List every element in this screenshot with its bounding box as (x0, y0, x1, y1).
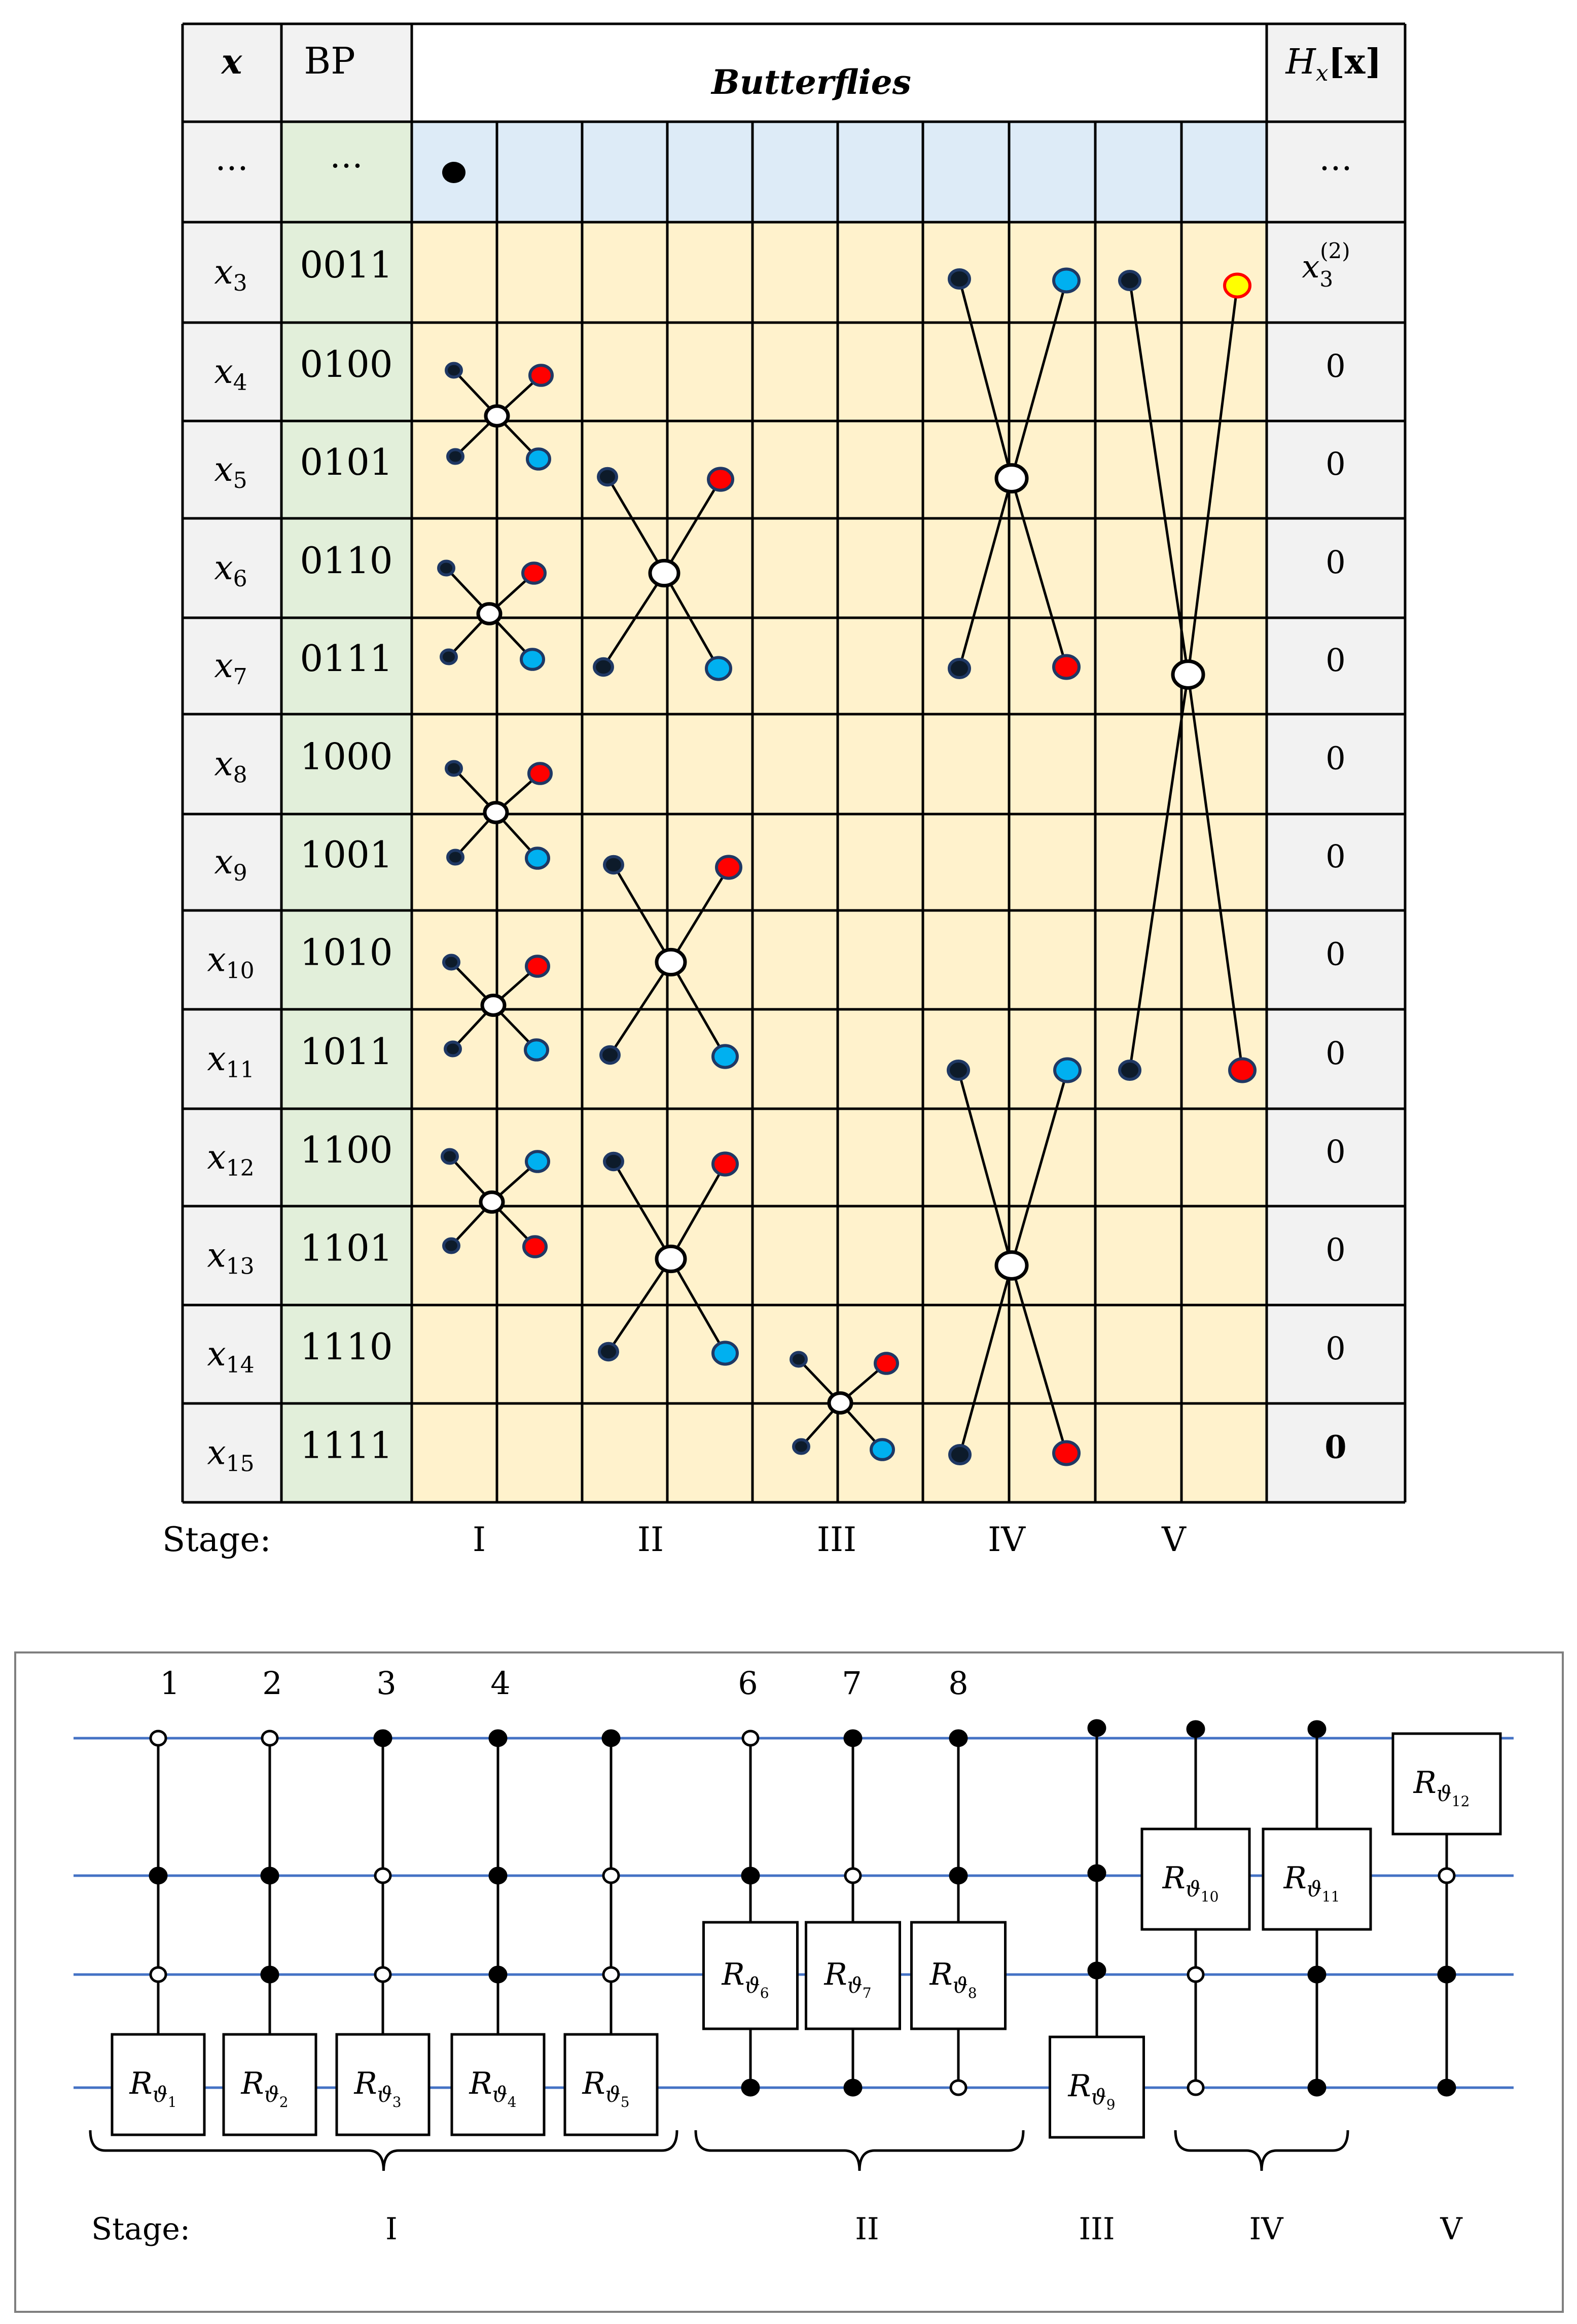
row-variable-sub: 7 (233, 664, 247, 690)
gate-label-main: R (722, 1957, 745, 1992)
control-filled (1188, 1721, 1204, 1737)
node-dark (601, 1047, 619, 1063)
row-hx-main: x (1302, 248, 1320, 285)
node-red (1054, 1442, 1079, 1465)
row-hx-sup: (2) (1320, 238, 1350, 263)
brace-stage-1 (90, 2130, 677, 2171)
butterfly-center (657, 1246, 685, 1271)
gate-label-sub: 12 (1451, 1793, 1470, 1810)
row-bp: 1001 (300, 833, 393, 876)
row-bp: 0110 (300, 539, 393, 582)
butterfly-center (657, 949, 685, 974)
node-red (524, 1237, 546, 1257)
gate-label-sub: 8 (967, 1985, 977, 2001)
control-filled (490, 1731, 506, 1746)
row-variable-main: x (207, 1433, 226, 1472)
node-dark (444, 956, 459, 969)
row-variable-sub: 3 (233, 270, 247, 296)
header-hx-main: H (1285, 42, 1316, 82)
butterfly-center (485, 803, 507, 823)
row-bp: 1011 (300, 1030, 393, 1073)
node-blue (1055, 1059, 1080, 1082)
row-bp: 1010 (300, 931, 393, 974)
butterfly-center (481, 1192, 503, 1212)
gate-label-sym: ϑ (1185, 1877, 1201, 1902)
node-red (523, 563, 545, 583)
row-variable-main: x (214, 450, 233, 489)
node-red (1230, 1059, 1255, 1082)
gate-r-theta-2 (224, 2034, 316, 2135)
node-red (529, 763, 551, 784)
row-hx: 0 (1325, 1035, 1346, 1072)
row-variable-sub: 13 (226, 1253, 255, 1280)
column-number-3: 3 (376, 1665, 397, 1702)
node-red (875, 1353, 898, 1374)
node-dark (604, 857, 623, 873)
node-blue (1054, 269, 1079, 292)
table-stage-4: IV (988, 1520, 1025, 1559)
butterfly-center (1173, 661, 1203, 688)
row-variable-main: x (214, 744, 233, 784)
circuit-stage-2: II (855, 2211, 879, 2247)
row-hx: 0 (1324, 1428, 1347, 1466)
brace-stage-4 (1175, 2130, 1348, 2171)
gate-r-theta-8 (912, 1922, 1006, 2029)
row-bp: 1100 (300, 1129, 393, 1171)
gate-label-sub: 6 (760, 1985, 769, 2001)
row-variable-sub: 10 (226, 958, 255, 984)
gate-label-sub: 3 (392, 2094, 402, 2110)
row-variable-sub: 15 (226, 1451, 255, 1477)
node-dark (446, 762, 461, 776)
row-variable-main: x (214, 352, 233, 391)
node-dark (448, 450, 463, 464)
table-stage-label: Stage: (162, 1520, 271, 1559)
node-blue (871, 1439, 893, 1460)
gate-label-sub: 4 (507, 2094, 517, 2110)
node-blue (713, 1342, 737, 1364)
row-variable-main: x (207, 1334, 226, 1374)
row-variable-main: x (207, 1138, 226, 1177)
gate-label-sym: ϑ (152, 2082, 168, 2107)
control-open (845, 1869, 861, 1883)
row-hx: 0 (1325, 740, 1346, 777)
row-variable-main: x (214, 253, 233, 292)
row-hx: 0 (1325, 445, 1346, 482)
butterfly-center (486, 406, 508, 426)
control-filled (1089, 1865, 1105, 1881)
node-dark (599, 1344, 618, 1360)
node-blue (525, 1040, 548, 1060)
table-stage-labels (473, 1520, 1187, 1559)
stage-braces (90, 2130, 1348, 2171)
node-blue (713, 1045, 737, 1067)
gate-label-sub: 2 (279, 2094, 289, 2110)
ellipsis-dot (442, 162, 465, 183)
ellipsis-bp: … (330, 136, 363, 175)
control-filled (375, 1731, 391, 1746)
row-hx: 0 (1325, 1330, 1346, 1367)
control-open (603, 1869, 619, 1883)
control-open (603, 1967, 619, 1982)
gate-label-main: R (1162, 1860, 1186, 1896)
control-filled (262, 1868, 278, 1883)
circuit-stage-labels (385, 2211, 1463, 2247)
node-red (526, 956, 549, 976)
butterfly-center (996, 1252, 1027, 1279)
table-stage-5: V (1162, 1520, 1186, 1559)
control-filled (490, 1868, 506, 1883)
row-variable-main: x (214, 842, 233, 882)
node-dark (441, 650, 456, 664)
node-blue (527, 449, 550, 469)
row-bp: 0011 (300, 243, 393, 286)
ellipsis-hx: … (1319, 139, 1352, 178)
control-open (1188, 1967, 1203, 1982)
circuit-stage-label: Stage: (91, 2211, 191, 2247)
gate-r-theta-5 (565, 2034, 657, 2135)
control-open (375, 1869, 390, 1883)
node-dark (791, 1353, 806, 1366)
node-dark (949, 270, 970, 288)
header-hx-rest: [x] (1328, 42, 1382, 82)
circuit-stage-5: V (1440, 2211, 1462, 2247)
gate-label-main: R (1413, 1765, 1437, 1801)
row-variable-sub: 4 (233, 370, 247, 396)
header-hx-sub: x (1315, 60, 1329, 86)
gate-label-main: R (241, 2066, 264, 2101)
row-hx: 0 (1325, 1231, 1346, 1269)
node-dark (1120, 1061, 1140, 1079)
header-bp: BP (304, 40, 355, 82)
gate-label-sym: ϑ (1306, 1877, 1322, 1902)
table-stage-1: I (472, 1520, 486, 1559)
ellipsis-band-bg (412, 122, 1267, 222)
control-filled (150, 1868, 166, 1883)
node-dark (949, 659, 970, 678)
gate-label-sub: 9 (1106, 2096, 1116, 2113)
row-bp: 1111 (300, 1424, 393, 1467)
gate-label-main: R (824, 1957, 847, 1992)
control-filled (1439, 1967, 1455, 1982)
row-variable-sub: 11 (226, 1057, 255, 1083)
row-variable-main: x (214, 646, 233, 685)
gate-label-sub: 1 (167, 2094, 177, 2110)
header-hx (1284, 42, 1381, 86)
control-filled (742, 1868, 759, 1883)
gate-label-sym: ϑ (492, 2082, 508, 2107)
row-hx: 0 (1325, 347, 1346, 384)
row-hx: 0 (1325, 642, 1346, 679)
control-filled (490, 1967, 506, 1982)
bp-column-bg (281, 122, 412, 1502)
column-numbers (160, 1665, 968, 1702)
node-dark (445, 1042, 460, 1056)
butterfly-center (478, 604, 500, 624)
node-dark (604, 1153, 623, 1170)
node-blue (526, 848, 549, 868)
gate-label-main: R (1068, 2068, 1091, 2104)
node-yellow (1225, 274, 1250, 297)
row-variable-main: x (207, 1236, 226, 1275)
table-stage-2: II (637, 1520, 664, 1559)
node-dark (598, 469, 617, 485)
gate-label-main: R (1283, 1860, 1307, 1896)
column-number-8: 8 (948, 1665, 969, 1702)
circuit-stage-1: I (385, 2211, 398, 2247)
control-filled (950, 1868, 966, 1883)
control-filled (1089, 1720, 1105, 1736)
circuit-gates (112, 1734, 1500, 2137)
control-filled (845, 1731, 861, 1746)
row-hx: 0 (1325, 1133, 1346, 1170)
node-blue (526, 1151, 549, 1172)
node-dark (439, 561, 454, 575)
butterfly-center (650, 560, 678, 585)
row-bp: 1101 (300, 1226, 393, 1270)
node-blue (706, 657, 731, 679)
control-filled (603, 1731, 619, 1746)
control-filled (950, 1731, 966, 1746)
table-stage-3: III (816, 1520, 857, 1559)
node-dark (794, 1440, 809, 1454)
node-dark (948, 1061, 969, 1079)
gate-label-main: R (469, 2066, 492, 2101)
gate-label-main: R (129, 2066, 153, 2101)
circuit-stage-3: III (1079, 2211, 1115, 2247)
butterfly-center (996, 465, 1027, 492)
node-blue (521, 649, 544, 670)
row-bp: 1000 (300, 735, 393, 778)
header-butterflies: Butterflies (711, 62, 911, 102)
row-hx: 0 (1325, 838, 1346, 875)
gate-r-theta-1 (112, 2034, 204, 2135)
control-filled (1309, 1721, 1325, 1737)
node-red (1054, 656, 1079, 679)
header-x: x (221, 42, 242, 82)
row-variable-sub: 8 (233, 762, 247, 788)
control-open (151, 1731, 166, 1745)
control-open (1439, 1869, 1454, 1883)
control-open (1188, 2081, 1203, 2095)
control-open (151, 1967, 166, 1982)
node-red (530, 365, 552, 385)
row-variable-sub: 5 (233, 468, 247, 494)
quantum-circuit (15, 1652, 1563, 2312)
row-variable-sub: 12 (226, 1155, 255, 1181)
circuit-stage-4: IV (1249, 2211, 1283, 2247)
gate-label-sub: 10 (1200, 1888, 1219, 1905)
node-red (716, 856, 741, 878)
control-filled (1309, 2080, 1325, 2095)
node-dark (950, 1446, 970, 1464)
gate-label-sub: 11 (1321, 1888, 1340, 1905)
gate-r-theta-12 (1393, 1734, 1500, 1834)
row-hx-sub: 3 (1319, 267, 1334, 292)
node-dark (444, 1239, 459, 1253)
control-open (743, 1731, 758, 1745)
gate-label-sym: ϑ (952, 1973, 968, 1998)
gate-r-theta-10 (1142, 1829, 1249, 1929)
gate-label-main: R (354, 2066, 377, 2101)
node-dark (442, 1150, 457, 1164)
gate-label-sym: ϑ (847, 1973, 863, 1998)
node-dark (594, 659, 613, 675)
gate-r-theta-11 (1263, 1829, 1371, 1929)
column-number-6: 6 (738, 1665, 758, 1702)
row-variable-main: x (207, 940, 226, 979)
row-variable-main: x (207, 1039, 226, 1078)
row-variable-sub: 14 (226, 1352, 255, 1378)
gate-r-theta-6 (704, 1922, 798, 2029)
node-dark (448, 851, 463, 864)
node-red (708, 468, 733, 490)
column-number-4: 4 (490, 1665, 511, 1702)
gate-label-sym: ϑ (377, 2082, 392, 2107)
node-red (713, 1153, 737, 1175)
node-dark (446, 364, 461, 377)
butterfly-table (162, 24, 1405, 1559)
gate-label-main: R (582, 2066, 605, 2101)
butterfly-center (829, 1393, 851, 1413)
gate-label-sym: ϑ (1436, 1781, 1452, 1806)
control-open (375, 1967, 390, 1982)
row-variable-sub: 9 (233, 860, 247, 886)
row-bp: 1110 (300, 1325, 393, 1368)
butterfly-center (482, 996, 505, 1015)
ellipsis-x: … (215, 139, 248, 178)
row-bp: 0111 (300, 637, 393, 680)
control-open (262, 1731, 277, 1745)
row-variable-main: x (214, 548, 233, 587)
control-filled (1309, 1967, 1325, 1982)
brace-stage-2 (696, 2130, 1023, 2171)
gate-r-theta-4 (452, 2034, 544, 2135)
gate-label-sub: 7 (862, 1985, 872, 2001)
gate-label-sym: ϑ (744, 1973, 760, 1998)
node-dark (1120, 271, 1140, 290)
gate-label-sym: ϑ (1091, 2085, 1106, 2109)
gate-r-theta-3 (337, 2034, 429, 2135)
control-open (951, 2081, 966, 2095)
control-filled (262, 1967, 278, 1982)
gate-r-theta-7 (806, 1922, 900, 2029)
column-number-7: 7 (842, 1665, 862, 1702)
gate-label-sub: 5 (620, 2094, 630, 2110)
control-filled (742, 2080, 759, 2095)
row-variable-sub: 6 (233, 566, 247, 592)
gate-label-main: R (929, 1957, 953, 1992)
row-bp: 0100 (300, 343, 393, 385)
column-number-1: 1 (160, 1665, 180, 1702)
gate-label-sym: ϑ (605, 2082, 621, 2107)
column-number-2: 2 (262, 1665, 282, 1702)
gate-label-sym: ϑ (264, 2082, 279, 2107)
row-hx: 0 (1325, 544, 1346, 581)
row-hx: 0 (1325, 935, 1346, 973)
gate-r-theta-9 (1050, 2037, 1144, 2137)
row-bp: 0101 (300, 441, 393, 483)
control-filled (1089, 1963, 1105, 1978)
control-filled (845, 2080, 861, 2095)
control-filled (1439, 2080, 1455, 2095)
